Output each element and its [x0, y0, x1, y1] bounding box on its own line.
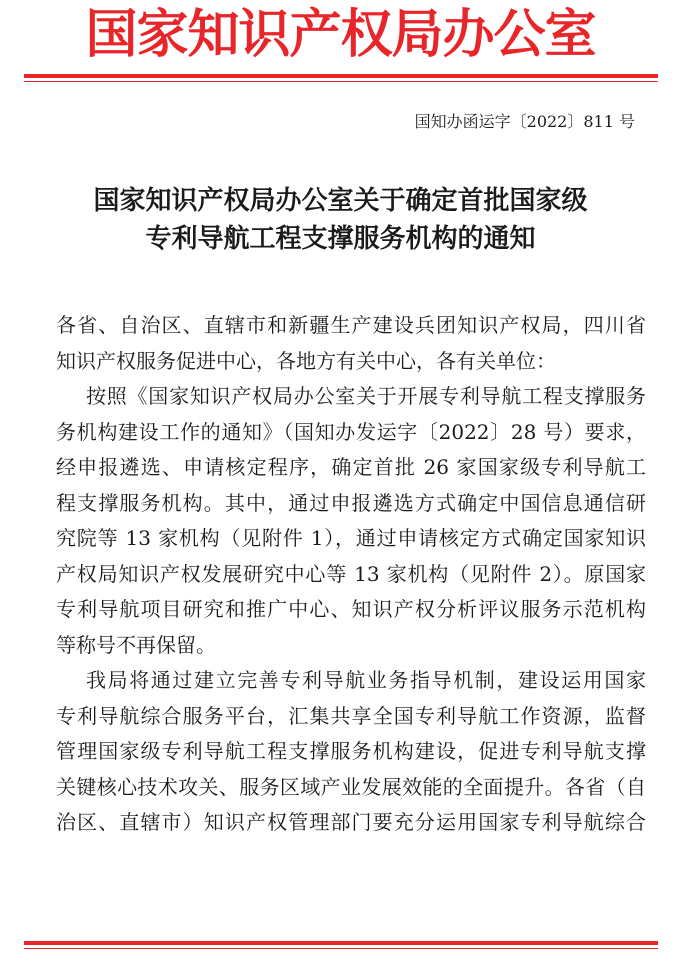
- document-title: [0, 182, 681, 258]
- footer-rule-thick: [24, 941, 658, 945]
- body-line-13: 管理国家级专利导航工程支撑服务机构建设，促进专利导航支撑: [56, 739, 646, 763]
- body-line-12: 专利导航综合服务平台，汇集共享全国专利导航工作资源，监督: [56, 703, 646, 728]
- body-line-11: 我局将通过建立完善专利导航业务指导机制，建设运用国家: [86, 668, 646, 692]
- body-line-7: 究院等 13 家机构（见附件 1），通过申请核定方式确定国家知识: [56, 526, 646, 550]
- body-line-4: 务机构建设工作的通知》（国知办发运字〔2022〕28 号）要求，: [56, 419, 646, 444]
- body-line-9: 专利导航项目研究和推广中心、知识产权分析评议服务示范机构: [56, 597, 646, 621]
- body-line-14: 关键核心技术攻关、服务区域产业发展效能的全面提升。各省（自: [56, 774, 646, 799]
- body-line-10: 等称号不再保留。: [56, 632, 216, 657]
- body-line-1: 各省、自治区、直辖市和新疆生产建设兵团知识产权局，四川省: [56, 313, 646, 337]
- document-number: 国知办函运字〔2022〕811 号: [414, 112, 635, 131]
- body-line-5: 经申报遴选、申请核定程序，确定首批 26 家国家级专利导航工: [56, 455, 646, 479]
- body-line-8: 产权局知识产权发展研究中心等 13 家机构（见附件 2）。原国家: [56, 561, 646, 586]
- document-title-line-1: 国家知识产权局办公室关于确定首批国家级: [93, 186, 588, 216]
- body-line-2: 知识产权服务促进中心，各地方有关中心，各有关单位：: [56, 348, 556, 373]
- body-line-6: 程支撑服务机构。其中，通过申报遴选方式确定中国信息通信研: [56, 490, 646, 515]
- body-line-3: 按照《国家知识产权局办公室关于开展专利导航工程支撑服务: [86, 384, 646, 408]
- body-line-15: 治区、直辖市）知识产权管理部门要充分运用国家专利导航综合: [56, 810, 646, 834]
- masthead-title: 国家知识产权局办公室: [85, 4, 596, 65]
- footer-rule-thin: [24, 948, 658, 949]
- document-title-line-2: 专利导航工程支撑服务机构的通知: [145, 224, 536, 254]
- masthead-rule-thin: [24, 81, 658, 82]
- masthead-rule-thick: [24, 74, 658, 78]
- document-body: [56, 308, 646, 841]
